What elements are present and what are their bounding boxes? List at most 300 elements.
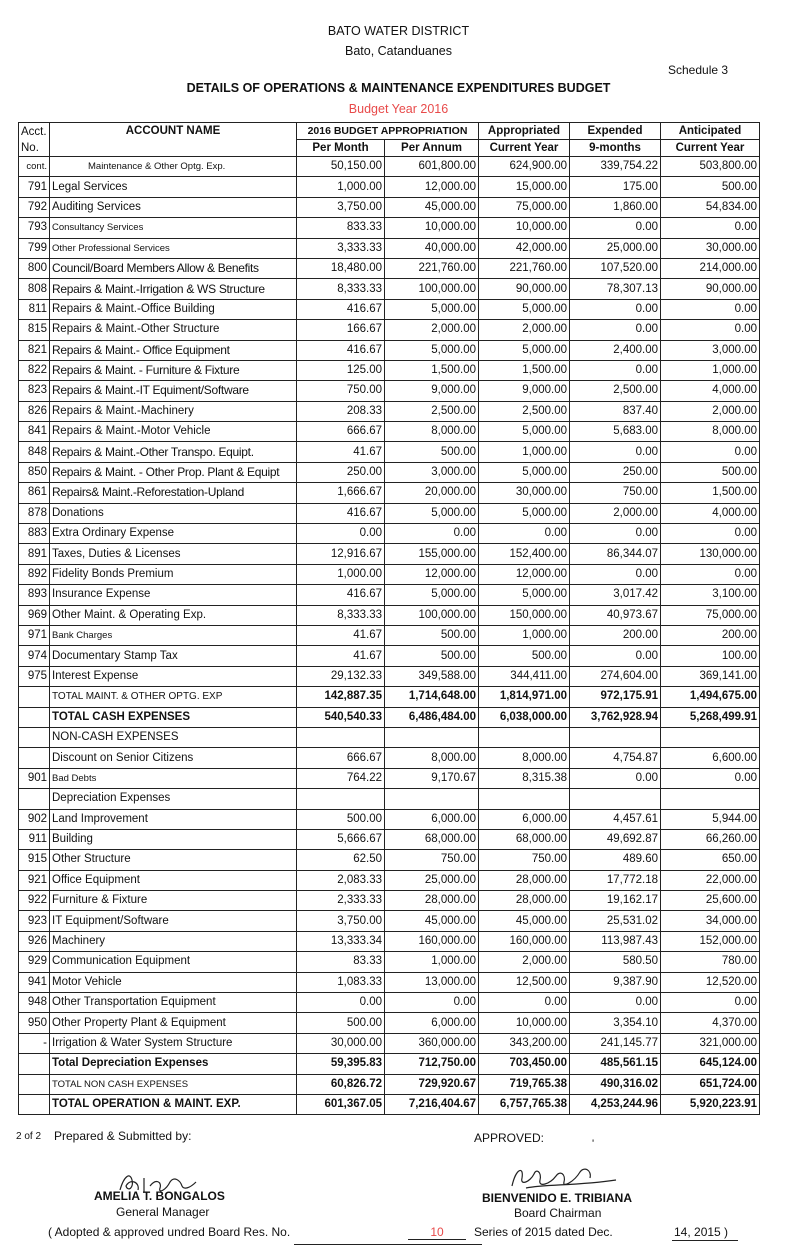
expended-cell: 19,162.17 — [570, 891, 661, 911]
per-annum-cell: 13,000.00 — [385, 972, 479, 992]
table-row — [19, 401, 760, 421]
acct-cell: 923 — [19, 911, 50, 931]
table-row — [19, 972, 760, 992]
per-annum-cell: 68,000.00 — [385, 829, 479, 849]
account-name-cell: Donations — [50, 503, 297, 523]
anticipated-cell: 0.00 — [661, 320, 760, 340]
per-month-cell: 666.67 — [297, 422, 385, 442]
appropriated-cell: 6,757,765.38 — [479, 1094, 570, 1114]
bottom-rule — [294, 1244, 482, 1245]
expended-cell: 274,604.00 — [570, 666, 661, 686]
appropriated-cell: 6,038,000.00 — [479, 707, 570, 727]
anticipated-cell: 12,520.00 — [661, 972, 760, 992]
account-name-cell: NON-CASH EXPENSES — [50, 727, 297, 747]
account-name-cell: Repairs & Maint.- Office Equipment — [50, 340, 297, 360]
per-annum-cell: 45,000.00 — [385, 197, 479, 217]
per-annum-cell: 500.00 — [385, 625, 479, 645]
anticipated-cell: 0.00 — [661, 442, 760, 462]
expended-cell: 78,307.13 — [570, 279, 661, 299]
nine-months-header: 9-months — [570, 140, 661, 157]
acct-cell — [19, 727, 50, 747]
per-annum-cell: 45,000.00 — [385, 911, 479, 931]
table-row — [19, 462, 760, 482]
appropriated-cell: 160,000.00 — [479, 931, 570, 951]
expended-cell: 40,973.67 — [570, 605, 661, 625]
account-name-cell: Repairs & Maint.-Office Building — [50, 299, 297, 319]
account-name-cell: Interest Expense — [50, 666, 297, 686]
expended-cell: 5,683.00 — [570, 422, 661, 442]
account-name-cell: Repairs & Maint.-Machinery — [50, 401, 297, 421]
per-annum-cell: 5,000.00 — [385, 503, 479, 523]
account-name-cell: Other Professional Services — [50, 238, 297, 258]
account-name-cell: Documentary Stamp Tax — [50, 646, 297, 666]
org-name: BATO WATER DISTRICT — [327, 24, 470, 38]
table-row — [19, 666, 760, 686]
account-name-cell: Auditing Services — [50, 197, 297, 217]
schedule-label: Schedule 3 — [668, 63, 729, 77]
expended-cell: 86,344.07 — [570, 544, 661, 564]
account-name-cell: Council/Board Members Allow & Benefits — [50, 258, 297, 278]
per-month-cell: 3,750.00 — [297, 197, 385, 217]
per-month-cell: 540,540.33 — [297, 707, 385, 727]
per-annum-cell: 360,000.00 — [385, 1033, 479, 1053]
table-row — [19, 911, 760, 931]
per-annum-cell: 2,000.00 — [385, 320, 479, 340]
expended-cell: 3,017.42 — [570, 585, 661, 605]
appropriated-cell — [479, 727, 570, 747]
appropriated-cell: 8,315.38 — [479, 768, 570, 788]
anticipated-cell: 3,100.00 — [661, 585, 760, 605]
expended-cell: 0.00 — [570, 360, 661, 380]
acct-cell: 826 — [19, 401, 50, 421]
anticipated-cell: 3,000.00 — [661, 340, 760, 360]
account-name-cell: Fidelity Bonds Premium — [50, 564, 297, 584]
table-row — [19, 993, 760, 1013]
per-annum-cell: 155,000.00 — [385, 544, 479, 564]
anticipated-cell: 369,141.00 — [661, 666, 760, 686]
table-row — [19, 625, 760, 645]
per-month-cell: 125.00 — [297, 360, 385, 380]
anticipated-cell: 5,920,223.91 — [661, 1094, 760, 1114]
per-month-header: Per Month — [297, 140, 385, 157]
tick-mark: ' — [592, 1138, 595, 1150]
per-annum-cell: 7,216,404.67 — [385, 1094, 479, 1114]
anticipated-current-year-header: Current Year — [661, 140, 760, 157]
appropriated-cell: 2,000.00 — [479, 320, 570, 340]
per-annum-cell: 5,000.00 — [385, 299, 479, 319]
appropriated-cell: 42,000.00 — [479, 238, 570, 258]
per-month-cell: 13,333.34 — [297, 931, 385, 951]
chairman-name: BIENVENIDO E. TRIBIANA — [482, 1191, 633, 1205]
per-month-cell: 764.22 — [297, 768, 385, 788]
anticipated-cell: 200.00 — [661, 625, 760, 645]
expended-cell: 2,400.00 — [570, 340, 661, 360]
per-month-cell: 0.00 — [297, 993, 385, 1013]
per-month-cell: 416.67 — [297, 585, 385, 605]
acct-cell: 815 — [19, 320, 50, 340]
anticipated-cell: 8,000.00 — [661, 422, 760, 442]
acct-cell: 901 — [19, 768, 50, 788]
expended-cell: 489.60 — [570, 850, 661, 870]
table-row — [19, 748, 760, 768]
expended-cell: 0.00 — [570, 320, 661, 340]
acct-cell: 941 — [19, 972, 50, 992]
anticipated-cell: 54,834.00 — [661, 197, 760, 217]
appropriated-cell: 6,000.00 — [479, 809, 570, 829]
acct-cell: 791 — [19, 177, 50, 197]
account-name-cell: Other Maint. & Operating Exp. — [50, 605, 297, 625]
appropriated-cell: 2,500.00 — [479, 401, 570, 421]
expended-cell: 2,000.00 — [570, 503, 661, 523]
anticipated-cell: 30,000.00 — [661, 238, 760, 258]
account-name-cell: Maintenance & Other Optg. Exp. — [50, 157, 297, 177]
per-month-cell: 2,333.33 — [297, 891, 385, 911]
per-annum-cell: 1,500.00 — [385, 360, 479, 380]
appropriated-cell: 150,000.00 — [479, 605, 570, 625]
account-name-cell: Other Property Plant & Equipment — [50, 1013, 297, 1033]
acct-cell: 911 — [19, 829, 50, 849]
per-month-cell: 60,826.72 — [297, 1074, 385, 1094]
appropriated-cell: 344,411.00 — [479, 666, 570, 686]
expended-cell: 17,772.18 — [570, 870, 661, 890]
acct-cell — [19, 1054, 50, 1074]
per-month-cell: 62.50 — [297, 850, 385, 870]
per-month-cell: 1,083.33 — [297, 972, 385, 992]
table-row — [19, 727, 760, 747]
per-month-cell: 1,666.67 — [297, 483, 385, 503]
appropriated-cell: 500.00 — [479, 646, 570, 666]
appropriated-cell: 2,000.00 — [479, 952, 570, 972]
appropriated-cell: 75,000.00 — [479, 197, 570, 217]
per-month-cell: 500.00 — [297, 809, 385, 829]
acct-cell: 800 — [19, 258, 50, 278]
table-row — [19, 809, 760, 829]
per-month-cell: 0.00 — [297, 524, 385, 544]
account-name-cell: TOTAL MAINT. & OTHER OPTG. EXP — [50, 687, 297, 707]
acct-cell: 893 — [19, 585, 50, 605]
per-annum-cell: 10,000.00 — [385, 218, 479, 238]
table-row — [19, 1074, 760, 1094]
anticipated-cell: 34,000.00 — [661, 911, 760, 931]
anticipated-cell: 1,500.00 — [661, 483, 760, 503]
expended-cell: 107,520.00 — [570, 258, 661, 278]
expended-cell — [570, 789, 661, 809]
table-row — [19, 360, 760, 380]
acct-cell — [19, 789, 50, 809]
appropriated-cell: 221,760.00 — [479, 258, 570, 278]
anticipated-cell: 0.00 — [661, 218, 760, 238]
acct-cell: 921 — [19, 870, 50, 890]
appropriated-cell: 1,000.00 — [479, 625, 570, 645]
appropriated-cell: 5,000.00 — [479, 422, 570, 442]
account-name-cell: Repairs & Maint.-Other Transpo. Equipt. — [50, 442, 297, 462]
org-location: Bato, Catanduanes — [344, 44, 453, 58]
expenditures-table — [18, 122, 760, 1115]
acct-cell — [19, 707, 50, 727]
per-annum-cell: 712,750.00 — [385, 1054, 479, 1074]
appropriated-cell: 703,450.00 — [479, 1054, 570, 1074]
table-row — [19, 320, 760, 340]
per-annum-cell: 20,000.00 — [385, 483, 479, 503]
table-row — [19, 258, 760, 278]
appropriated-cell: 0.00 — [479, 524, 570, 544]
document-title: DETAILS OF OPERATIONS & MAINTENANCE EXPENDITURES BUDGET — [186, 81, 611, 95]
acct-cell: 902 — [19, 809, 50, 829]
per-annum-cell: 2,500.00 — [385, 401, 479, 421]
account-name-cell: IT Equipment/Software — [50, 911, 297, 931]
acct-cell: 950 — [19, 1013, 50, 1033]
expended-cell: 113,987.43 — [570, 931, 661, 951]
anticipated-cell — [661, 727, 760, 747]
acct-cell — [19, 1074, 50, 1094]
expended-header: Expended — [570, 123, 661, 140]
expended-cell — [570, 727, 661, 747]
per-month-cell: 750.00 — [297, 381, 385, 401]
per-month-cell: 83.33 — [297, 952, 385, 972]
account-name-cell: Consultancy Services — [50, 218, 297, 238]
expended-cell: 4,754.87 — [570, 748, 661, 768]
appropriated-cell: 152,400.00 — [479, 544, 570, 564]
acct-cell: 808 — [19, 279, 50, 299]
acct-cell: 948 — [19, 993, 50, 1013]
appropriated-cell: 9,000.00 — [479, 381, 570, 401]
per-month-cell: 8,333.33 — [297, 279, 385, 299]
expended-cell: 0.00 — [570, 564, 661, 584]
appropriated-cell: 1,814,971.00 — [479, 687, 570, 707]
expended-cell: 0.00 — [570, 299, 661, 319]
expended-cell: 250.00 — [570, 462, 661, 482]
table-row — [19, 524, 760, 544]
table-row — [19, 850, 760, 870]
appropriated-cell: 12,000.00 — [479, 564, 570, 584]
account-name-cell: Repairs & Maint.-IT Equiment/Software — [50, 381, 297, 401]
per-month-cell: 12,916.67 — [297, 544, 385, 564]
expended-cell: 972,175.91 — [570, 687, 661, 707]
account-name-cell: Irrigation & Water System Structure — [50, 1033, 297, 1053]
table-row — [19, 1094, 760, 1114]
account-name-cell: Furniture & Fixture — [50, 891, 297, 911]
per-month-cell: 416.67 — [297, 299, 385, 319]
expended-cell: 25,000.00 — [570, 238, 661, 258]
per-month-cell: 416.67 — [297, 340, 385, 360]
appropriated-cell: 15,000.00 — [479, 177, 570, 197]
anticipated-cell: 4,000.00 — [661, 381, 760, 401]
acct-cell: 811 — [19, 299, 50, 319]
appropriated-cell: 1,000.00 — [479, 442, 570, 462]
date-text: 14, 2015 ) — [674, 1225, 729, 1239]
expended-cell: 241,145.77 — [570, 1033, 661, 1053]
account-name-cell: Repairs & Maint.-Motor Vehicle — [50, 422, 297, 442]
per-annum-cell: 8,000.00 — [385, 748, 479, 768]
account-name-cell: Communication Equipment — [50, 952, 297, 972]
per-month-cell: 5,666.67 — [297, 829, 385, 849]
acct-cell: 892 — [19, 564, 50, 584]
acct-cell: 793 — [19, 218, 50, 238]
account-name-cell: Extra Ordinary Expense — [50, 524, 297, 544]
table-row — [19, 279, 760, 299]
anticipated-cell: 22,000.00 — [661, 870, 760, 890]
gm-name: AMELIA T. BONGALOS — [94, 1189, 225, 1203]
expended-cell: 9,387.90 — [570, 972, 661, 992]
table-row — [19, 1054, 760, 1074]
anticipated-cell: 0.00 — [661, 299, 760, 319]
table-row — [19, 1033, 760, 1053]
per-annum-cell: 25,000.00 — [385, 870, 479, 890]
per-annum-cell: 3,000.00 — [385, 462, 479, 482]
anticipated-cell: 6,600.00 — [661, 748, 760, 768]
expended-cell: 4,253,244.96 — [570, 1094, 661, 1114]
account-name-cell: Repairs & Maint.-Other Structure — [50, 320, 297, 340]
per-month-cell: 416.67 — [297, 503, 385, 523]
per-month-cell: 166.67 — [297, 320, 385, 340]
anticipated-cell: 1,000.00 — [661, 360, 760, 380]
account-name-cell: Bank Charges — [50, 625, 297, 645]
adopted-text: ( Adopted & approved undred Board Res. No. — [48, 1225, 291, 1239]
per-annum-cell: 5,000.00 — [385, 585, 479, 605]
table-row — [19, 238, 760, 258]
appropriated-cell: 28,000.00 — [479, 870, 570, 890]
acct-cell: 971 — [19, 625, 50, 645]
appropriated-cell: 28,000.00 — [479, 891, 570, 911]
per-month-cell — [297, 789, 385, 809]
account-name-cell: Land Improvement — [50, 809, 297, 829]
account-name-cell: Building — [50, 829, 297, 849]
acct-cell: 974 — [19, 646, 50, 666]
table-row — [19, 483, 760, 503]
anticipated-cell: 100.00 — [661, 646, 760, 666]
acct-no-header: Acct. No. — [19, 123, 50, 157]
appropriated-cell: 5,000.00 — [479, 503, 570, 523]
account-name-cell: Depreciation Expenses — [50, 789, 297, 809]
acct-cell: 878 — [19, 503, 50, 523]
anticipated-cell — [661, 789, 760, 809]
expended-cell: 750.00 — [570, 483, 661, 503]
expended-cell: 0.00 — [570, 442, 661, 462]
page-number: 2 of 2 — [16, 1131, 42, 1142]
per-annum-cell — [385, 789, 479, 809]
per-annum-cell: 0.00 — [385, 524, 479, 544]
table-row — [19, 646, 760, 666]
table-row — [19, 687, 760, 707]
table-row — [19, 1013, 760, 1033]
expended-cell: 1,860.00 — [570, 197, 661, 217]
anticipated-cell: 5,944.00 — [661, 809, 760, 829]
per-month-cell: 30,000.00 — [297, 1033, 385, 1053]
per-month-cell: 250.00 — [297, 462, 385, 482]
per-month-cell: 666.67 — [297, 748, 385, 768]
appropriated-cell: 68,000.00 — [479, 829, 570, 849]
anticipated-cell: 90,000.00 — [661, 279, 760, 299]
appropriated-cell: 90,000.00 — [479, 279, 570, 299]
expended-cell: 3,354.10 — [570, 1013, 661, 1033]
appropriation-header: 2016 BUDGET APPROPRIATION — [297, 123, 479, 140]
anticipated-cell: 645,124.00 — [661, 1054, 760, 1074]
anticipated-header: Anticipated — [661, 123, 760, 140]
acct-cell: 891 — [19, 544, 50, 564]
expended-cell: 2,500.00 — [570, 381, 661, 401]
acct-cell — [19, 687, 50, 707]
account-name-cell: Repairs & Maint. - Other Prop. Plant & Equipt — [50, 462, 297, 482]
acct-cell: 823 — [19, 381, 50, 401]
appropriated-cell: 12,500.00 — [479, 972, 570, 992]
table-row — [19, 177, 760, 197]
expended-cell: 0.00 — [570, 524, 661, 544]
table-row — [19, 605, 760, 625]
per-month-cell: 3,333.33 — [297, 238, 385, 258]
per-month-cell: 2,083.33 — [297, 870, 385, 890]
per-annum-cell: 9,000.00 — [385, 381, 479, 401]
appropriated-cell: 719,765.38 — [479, 1074, 570, 1094]
account-name-cell: Repairs & Maint.-Irrigation & WS Structure — [50, 279, 297, 299]
per-month-cell: 833.33 — [297, 218, 385, 238]
appropriated-cell: 45,000.00 — [479, 911, 570, 931]
anticipated-cell: 130,000.00 — [661, 544, 760, 564]
per-annum-cell: 6,486,484.00 — [385, 707, 479, 727]
anticipated-cell: 214,000.00 — [661, 258, 760, 278]
table-row — [19, 422, 760, 442]
per-annum-cell: 1,714,648.00 — [385, 687, 479, 707]
expended-cell: 580.50 — [570, 952, 661, 972]
account-name-cell: TOTAL NON CASH EXPENSES — [50, 1074, 297, 1094]
anticipated-cell: 4,000.00 — [661, 503, 760, 523]
appropriated-cell: 10,000.00 — [479, 1013, 570, 1033]
appropriated-cell: 5,000.00 — [479, 585, 570, 605]
anticipated-cell: 503,800.00 — [661, 157, 760, 177]
date-underline — [672, 1240, 738, 1241]
per-annum-cell: 1,000.00 — [385, 952, 479, 972]
per-annum-cell: 750.00 — [385, 850, 479, 870]
appropriated-cell: 0.00 — [479, 993, 570, 1013]
per-month-cell: 41.67 — [297, 646, 385, 666]
account-name-cell: Insurance Expense — [50, 585, 297, 605]
acct-cell: 822 — [19, 360, 50, 380]
acct-cell: 841 — [19, 422, 50, 442]
anticipated-cell: 25,600.00 — [661, 891, 760, 911]
account-name-cell: Total Depreciation Expenses — [50, 1054, 297, 1074]
account-name-cell: Taxes, Duties & Licenses — [50, 544, 297, 564]
acct-cell: 922 — [19, 891, 50, 911]
anticipated-cell: 152,000.00 — [661, 931, 760, 951]
appropriated-cell: 624,900.00 — [479, 157, 570, 177]
acct-cell: 861 — [19, 483, 50, 503]
expended-cell: 25,531.02 — [570, 911, 661, 931]
appropriated-cell: 5,000.00 — [479, 299, 570, 319]
expended-cell: 0.00 — [570, 218, 661, 238]
expended-cell: 0.00 — [570, 993, 661, 1013]
approved-label: APPROVED: — [474, 1131, 545, 1145]
appropriated-cell: 750.00 — [479, 850, 570, 870]
account-name-cell: TOTAL OPERATION & MAINT. EXP. — [50, 1094, 297, 1114]
per-annum-cell: 40,000.00 — [385, 238, 479, 258]
table-row — [19, 564, 760, 584]
account-name-cell: TOTAL CASH EXPENSES — [50, 707, 297, 727]
account-name-cell: Other Transportation Equipment — [50, 993, 297, 1013]
per-annum-cell: 729,920.67 — [385, 1074, 479, 1094]
anticipated-cell: 500.00 — [661, 462, 760, 482]
current-year-header: Current Year — [479, 140, 570, 157]
account-name-cell: Legal Services — [50, 177, 297, 197]
acct-cell: 821 — [19, 340, 50, 360]
acct-cell — [19, 748, 50, 768]
acct-cell: 915 — [19, 850, 50, 870]
expended-cell: 3,762,928.94 — [570, 707, 661, 727]
per-annum-cell: 601,800.00 — [385, 157, 479, 177]
expended-cell: 0.00 — [570, 646, 661, 666]
account-name-header: ACCOUNT NAME — [50, 123, 297, 157]
anticipated-cell: 0.00 — [661, 993, 760, 1013]
table-row — [19, 585, 760, 605]
per-month-cell: 41.67 — [297, 625, 385, 645]
